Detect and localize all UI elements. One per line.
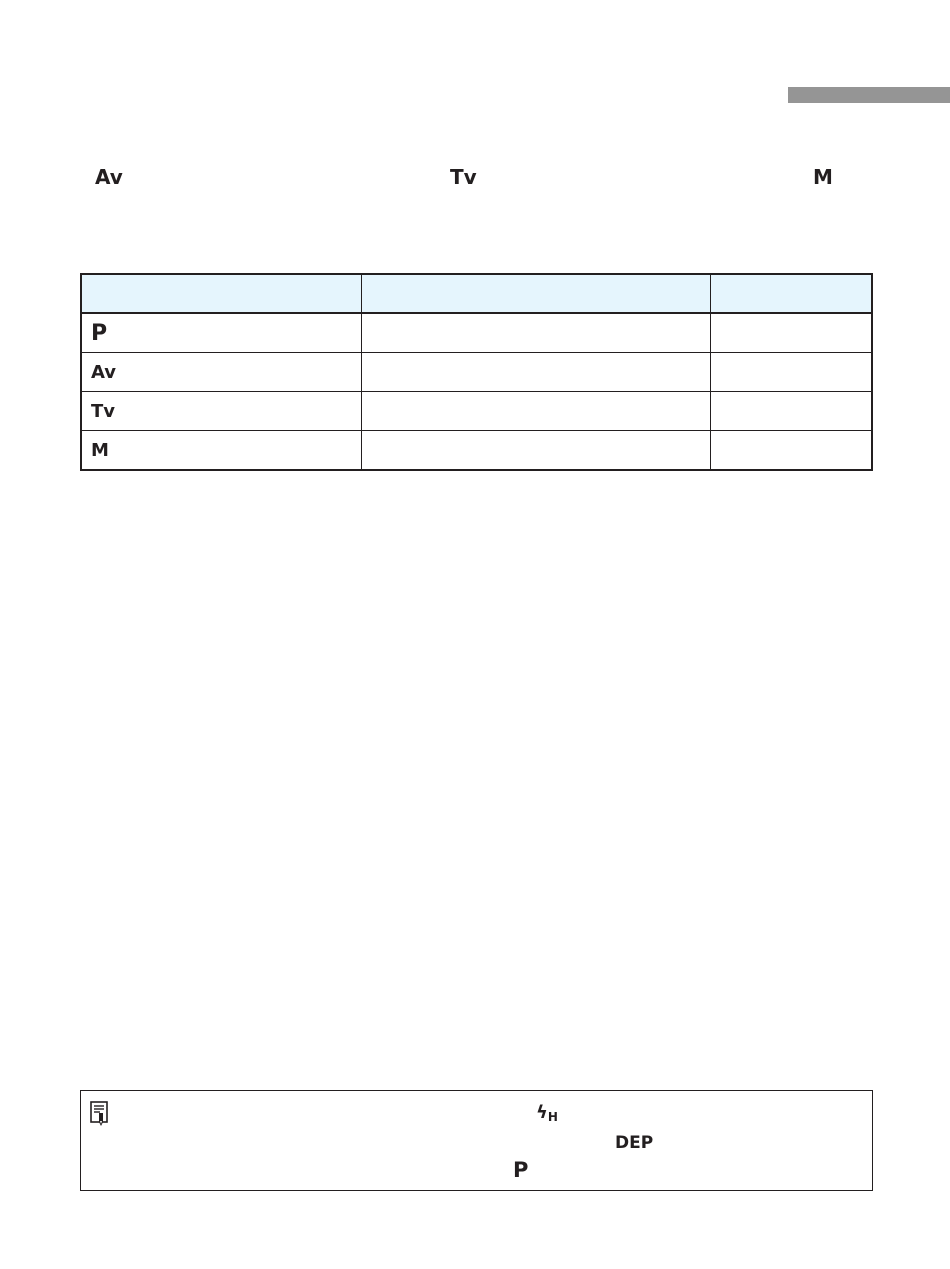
table-header-cell (711, 274, 872, 313)
mode-dep-icon: DEP (615, 1133, 654, 1153)
table-cell-mode (81, 313, 362, 353)
mode-p-icon: P (91, 320, 108, 346)
table-cell (711, 353, 872, 392)
table-cell-mode (81, 392, 362, 431)
table-header-row (81, 274, 872, 313)
table-row (81, 313, 872, 353)
table-header-cell (81, 274, 362, 313)
mode-av-icon: Av (95, 165, 123, 189)
table-cell (711, 431, 872, 471)
table-cell (362, 392, 711, 431)
mode-tv-icon: Tv (91, 400, 116, 422)
table-cell-mode (81, 353, 362, 392)
mode-av-icon: Av (91, 361, 117, 383)
table-row (81, 392, 872, 431)
section-tab-marker (788, 87, 950, 103)
memo-pencil-icon (90, 1101, 108, 1127)
flash-symbol: ϟ (536, 1102, 548, 1123)
table-header-cell (362, 274, 711, 313)
table-cell-mode (81, 431, 362, 471)
mode-m-icon: M (91, 439, 109, 461)
table-row (81, 431, 872, 471)
mode-tv-icon: Tv (450, 165, 477, 189)
flash-high-icon (536, 1104, 558, 1122)
mode-p-icon: P (513, 1158, 529, 1182)
mode-m-icon: M (813, 165, 833, 189)
table-row (81, 353, 872, 392)
table-cell (711, 313, 872, 353)
table-cell (362, 431, 711, 471)
shooting-mode-table (80, 273, 873, 471)
table-cell (362, 313, 711, 353)
note-box (80, 1090, 873, 1191)
table-cell (711, 392, 872, 431)
table-cell (362, 353, 711, 392)
flash-sub-label: H (547, 1110, 558, 1124)
